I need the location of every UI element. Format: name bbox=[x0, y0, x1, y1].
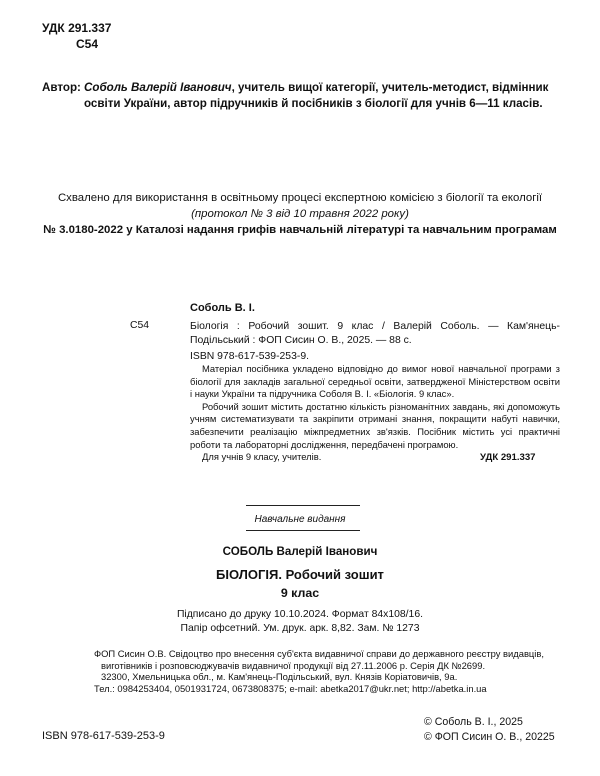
email-label: ; e-mail: bbox=[284, 682, 321, 694]
header-block bbox=[42, 20, 111, 52]
publisher-contact-line bbox=[94, 683, 554, 695]
print-paper: Папір офсетний. Ум. друк. арк. 8,82. Зам. № 1273 bbox=[180, 623, 420, 634]
website-link[interactable]: http://abetka.in.ua bbox=[412, 682, 487, 694]
imprint-title: БІОЛОГІЯ. Робочий зошит bbox=[216, 567, 384, 582]
publisher-info-cont bbox=[94, 660, 554, 672]
annotation-paragraph: Матеріал посібника укладено відповідно до вимог нової навчальної програми з біології для закладів загальної середньої освіти, затвердженої Міністерством освіти і науки України та підручника Соболя В. І. «Біологія. 9 клас». bbox=[190, 363, 560, 400]
print-info bbox=[150, 608, 450, 636]
publication-type: Навчальне видання bbox=[254, 514, 346, 525]
annotation-paragraph: Робочий зошит містить достатню кількість різноманітних завдань, які допоможуть учням систематизувати та закріпити отримані знання, покращити набуті навички, забезпечити реалізацію міжпредметних зв'язків. Посібник містить усі практичні роботи та лабораторні дослідження, передбачені програмою. bbox=[190, 400, 560, 450]
author-name: Соболь Валерій Іванович bbox=[84, 81, 232, 94]
card-isbn: ISBN 978-617-539-253-9. bbox=[190, 351, 309, 362]
divider-top bbox=[246, 505, 360, 506]
author-description: , учитель вищої категорії, учитель-методист, відмінник освіти України, автор підручників й посібників з біології для учнів 6—11 класів. bbox=[84, 81, 549, 110]
author-label: Автор: bbox=[42, 81, 81, 94]
udk-code: УДК 291.337 bbox=[42, 21, 112, 35]
approval-block bbox=[30, 190, 570, 238]
publisher-info bbox=[94, 648, 554, 660]
annotation-paragraph: Для учнів 9 класу, учителів. bbox=[202, 451, 322, 463]
publisher-line: ФОП Сисин О.В. Свідоцтво про внесення суб'єкта видавничої справи до державного реєстру видавців, bbox=[94, 648, 544, 659]
card-udk: УДК 291.337 bbox=[480, 452, 536, 463]
phone-numbers: 0984253404, 0501931724, 0673808375 bbox=[117, 682, 285, 694]
approval-catalog: № 3.0180-2022 у Каталозі надання грифів навчальній літературі та навчальним програмам bbox=[43, 224, 557, 236]
approval-protocol: (протокол № 3 від 10 травня 2022 року) bbox=[191, 208, 409, 220]
publisher-address: 32300, Хмельницька обл., м. Кам'янець-Подільський, вул. Князів Коріатовичів, 9а. bbox=[101, 671, 458, 682]
imprint-grade: 9 клас bbox=[280, 586, 320, 600]
approval-line: Схвалено для використання в освітньому процесі експертною комісією з біології та екології bbox=[57, 192, 543, 204]
author-text bbox=[84, 80, 554, 112]
phone-label: Тел.: bbox=[94, 682, 118, 694]
copyright-author: © Соболь В. І., 2025 bbox=[424, 716, 523, 728]
card-code: С54 bbox=[130, 320, 150, 331]
card-bibliographic: Біологія : Робочий зошит. 9 клас / Валерій Соболь. — Кам'янець-Подільський : ФОП Сисин О. В., 2025. — 88 с. bbox=[190, 321, 560, 346]
publisher-line: виготівників і розповсюджувачів видавничої продукції від 27.11.2006 р. Серія ДК №2699. bbox=[101, 659, 486, 671]
copyright-block bbox=[424, 715, 555, 745]
email-link[interactable]: abetka2017@ukr.net bbox=[320, 682, 407, 694]
card-author: Соболь В. І. bbox=[190, 302, 255, 314]
publisher-contacts bbox=[94, 671, 554, 694]
divider-bottom bbox=[246, 530, 360, 531]
copyright-publisher: © ФОП Сисин О. В., 20225 bbox=[424, 731, 555, 743]
print-signed: Підписано до друку 10.10.2024. Формат 84х108/16. bbox=[176, 609, 424, 620]
index-code: С54 bbox=[76, 37, 99, 51]
footer-isbn: ISBN 978-617-539-253-9 bbox=[42, 730, 165, 742]
imprint-author: СОБОЛЬ Валерій Іванович bbox=[222, 545, 378, 558]
card-annotation bbox=[190, 363, 560, 464]
website-separator: ; bbox=[406, 682, 413, 694]
